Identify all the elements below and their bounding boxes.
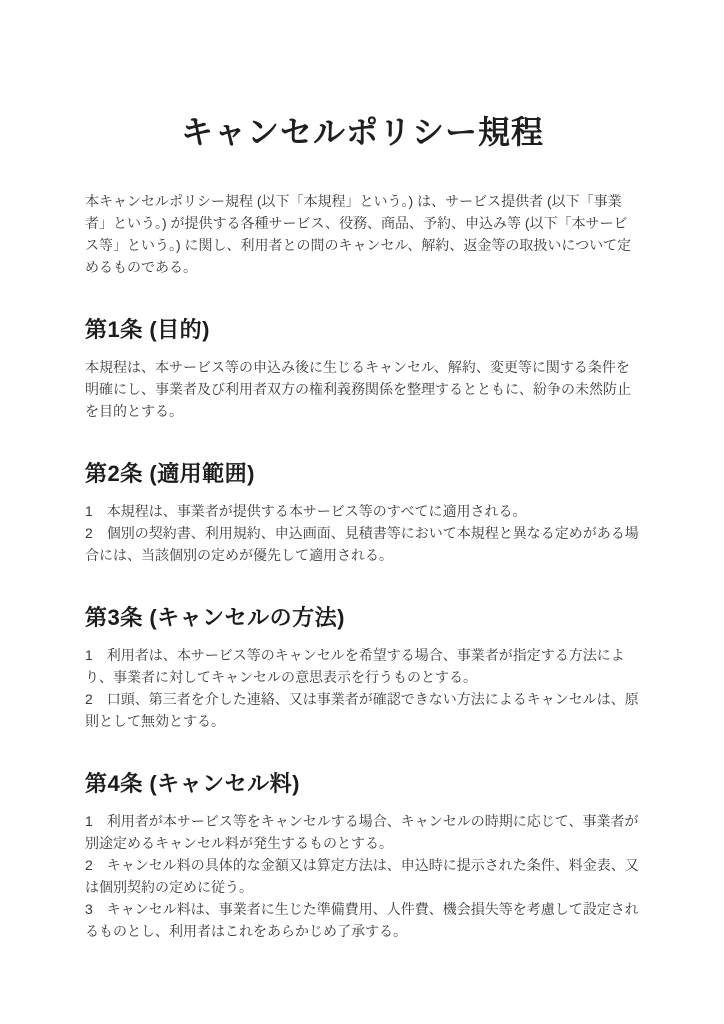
clause-item: 2 キャンセル料の具体的な金額又は算定方法は、申込時に提示された条件、料金表、又は個別契約の定めに従う。	[85, 857, 639, 895]
clause-item: 1 本規程は、事業者が提供する本サービス等のすべてに適用される。	[85, 503, 527, 519]
section-article-1	[85, 316, 640, 422]
clause-item: 2 口頭、第三者を介した連絡、又は事業者が確認できない方法によるキャンセルは、原則として無効とする。	[85, 691, 639, 729]
document-title: キャンセルポリシー規程	[180, 114, 544, 150]
section-article-4	[85, 770, 640, 942]
clause-item: 3 キャンセル料は、事業者に生じた準備費用、人件費、機会損失等を考慮して設定されるものとし、利用者はこれをあらかじめ了承する。	[85, 901, 639, 939]
clause-item: 2 個別の契約書、利用規約、申込画面、見積書等において本規程と異なる定めがある場合には、当該個別の定めが優先して適用される。	[85, 525, 639, 563]
section-heading-article-3: 第3条 (キャンセルの方法)	[85, 605, 346, 630]
section-heading-article-2: 第2条 (適用範囲)	[85, 461, 256, 486]
section-article-2	[85, 460, 640, 566]
section-heading-article-4: 第4条 (キャンセル料)	[85, 771, 301, 796]
section-article-3	[85, 604, 640, 732]
clause-item: 1 利用者が本サービス等をキャンセルする場合、キャンセルの時期に応じて、事業者が別途定めるキャンセル料が発生するものとする。	[85, 813, 639, 851]
section-paragraph: 本規程は、本サービス等の申込み後に生じるキャンセル、解約、変更等に関する条件を明確にし、事業者及び利用者双方の権利義務関係を整理するとともに、紛争の未然防止を目的とする。	[85, 359, 631, 419]
intro-paragraph: 本キャンセルポリシー規程 (以下「本規程」という。) は、サービス提供者 (以下「事業者」という。) が提供する各種サービス、役務、商品、予約、申込み等 (以下「本サービス等」という。) に関し、利用者との間のキャンセル、解約、返金等の取扱いについて定めるものである。	[85, 193, 632, 275]
section-heading-article-1: 第1条 (目的)	[85, 317, 211, 342]
clause-item: 1 利用者は、本サービス等のキャンセルを希望する場合、事業者が指定する方法により、事業者に対してキャンセルの意思表示を行うものとする。	[85, 647, 625, 685]
